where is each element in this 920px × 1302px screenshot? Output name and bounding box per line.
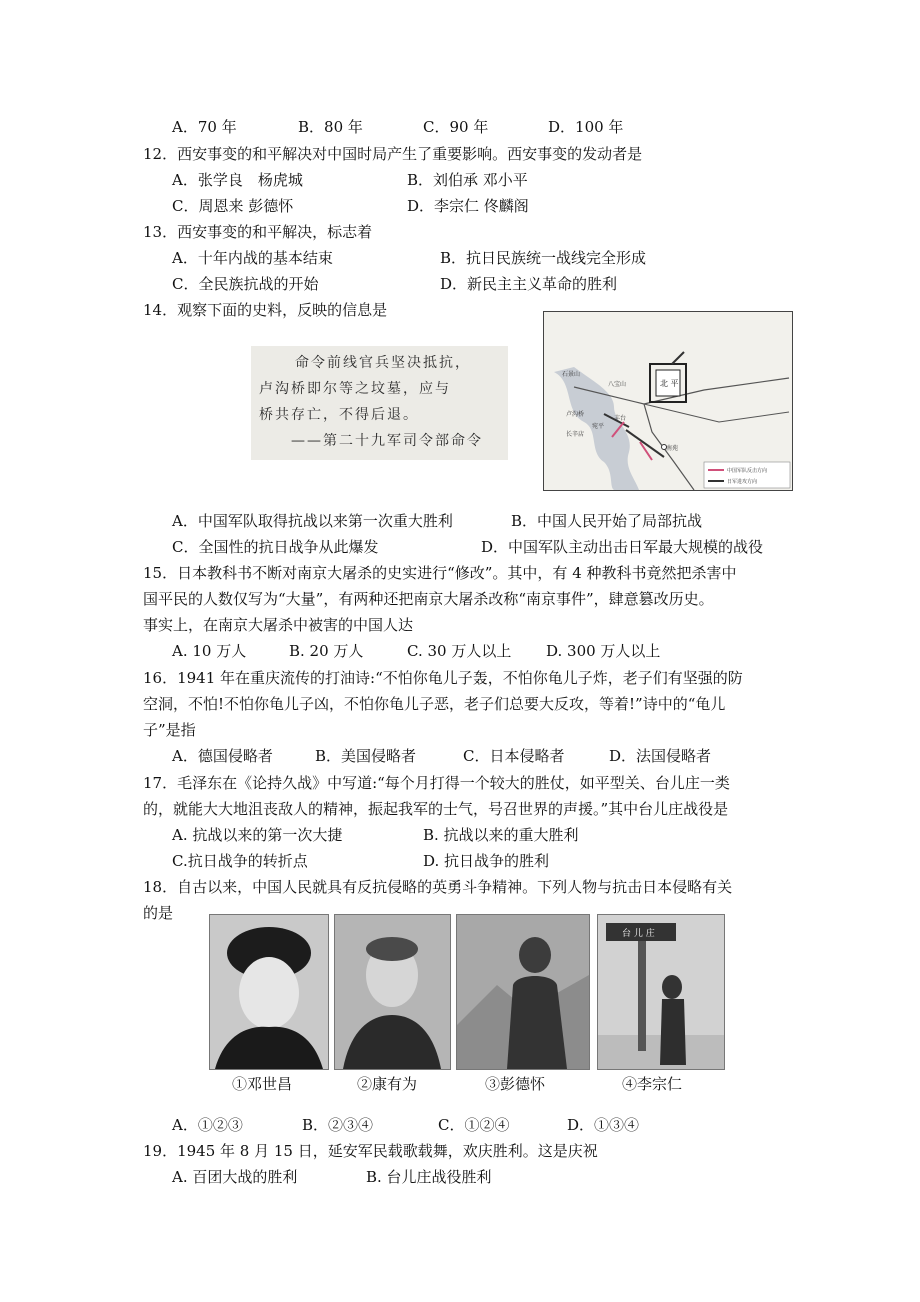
q11-option-b: B．80 年 [298,118,363,136]
q17-option-a: A. 抗战以来的第一次大捷 [172,826,343,844]
japan-arrow [672,352,684,364]
q14-stem: 14．观察下面的史料，反映的信息是 [143,301,388,319]
q14-option-d: D．中国军队主动出击日军最大规模的战役 [481,538,764,556]
q16-line-2: 空洞，不怕!不怕你龟儿子凶，不怕你龟儿子恶，老子们总要大反攻，等着!”诗中的“龟儿 [143,695,726,713]
q15-option-a: A. 10 万人 [172,642,247,660]
q18-line-1: 18．自古以来，中国人民就具有反抗侵略的英勇斗争精神。下列人物与抗击日本侵略有关 [143,878,733,896]
q18-option-d: D．①③④ [567,1116,640,1134]
q16-option-d: D．法国侵略者 [609,747,712,765]
portrait-deng-shichang [209,914,329,1070]
place-label: 南苑 [666,445,679,452]
caption-4: ④李宗仁 [622,1075,683,1093]
q19-stem: 19．1945 年 8 月 15 日，延安军民载歌载舞，欢庆胜利。这是庆祝 [143,1142,598,1160]
nanyuan-dot [662,445,667,450]
photo-li-zongren [597,914,725,1070]
place-label: 卢沟桥 [566,411,585,418]
q13-option-b: B．抗日民族统一战线完全形成 [440,249,647,267]
q11-option-d: D．100 年 [548,118,624,136]
q15-line-1: 15．日本教科书不断对南京大屠杀的史实进行“修改”。其中，有 4 种教科书竟然把杀害中 [143,564,737,582]
map-svg [544,312,792,490]
historical-order-image [251,346,508,460]
q15-line-2: 国平民的人数仅写为“大量”，有两种还把南京大屠杀改称“南京事件”，肆意篡改历史。 [143,590,714,608]
caption-2: ②康有为 [357,1075,418,1093]
place-label: 丰台 [614,415,627,422]
q18-option-a: A．①②③ [172,1116,243,1134]
q13-option-c: C．全民族抗战的开始 [172,275,319,293]
q12-stem: 12．西安事变的和平解决对中国时局产生了重要影响。西安事变的发动者是 [143,145,643,163]
road-line-2 [644,404,789,422]
q17-option-b: B. 抗战以来的重大胜利 [423,826,579,844]
q16-option-c: C．日本侵略者 [463,747,565,765]
portrait-svg [210,915,328,1069]
q13-option-a: A．十年内战的基本结束 [172,249,333,267]
quote-line-3: 桥共存亡，不得后退。 [259,407,419,423]
sign-text: 台 儿 庄 [622,929,655,939]
q15-option-b: B. 20 万人 [289,642,364,660]
q17-option-d: D. 抗日战争的胜利 [423,852,550,870]
quote-line-2: 卢沟桥即尔等之坟墓，应与 [259,381,451,397]
q15-option-d: D. 300 万人以上 [546,642,661,660]
q12-option-a: A．张学良 杨虎城 [172,171,303,189]
q11-option-c: C．90 年 [423,118,489,136]
q11-option-a: A．70 年 [172,118,237,136]
q18-line-2: 的是 [143,904,174,922]
q13-stem: 13．西安事变的和平解决，标志着 [143,223,373,241]
caption-3: ③彭德怀 [485,1075,546,1093]
q18-option-b: B．②③④ [302,1116,374,1134]
q14-option-a: A．中国军队取得抗战以来第一次重大胜利 [172,512,453,530]
q14-option-b: B．中国人民开始了局部抗战 [511,512,703,530]
q17-line-2: 的，就能大大地沮丧敌人的精神，振起我军的士气，号召世界的声援。”其中台儿庄战役是 [143,800,729,818]
portrait-kang-youwei [334,914,451,1070]
q12-option-b: B．刘伯承 邓小平 [407,171,528,189]
portrait-svg [598,915,724,1069]
q13-option-d: D．新民主主义革命的胜利 [440,275,618,293]
q16-line-3: 子”是指 [143,721,196,739]
place-label: 八宝山 [608,381,627,388]
quote-line-1: 命令前线官兵坚决抵抗， [295,355,471,371]
portrait-svg [335,915,450,1069]
q16-line-1: 16．1941 年在重庆流传的打油诗:“不怕你龟儿子轰，不怕你龟儿子炸，老子们有坚强的防 [143,669,743,687]
q16-option-a: A．德国侵略者 [172,747,273,765]
place-label: 石景山 [562,371,581,378]
city-label: 北 平 [660,379,679,388]
photo-peng-dehuai [456,914,590,1070]
caption-1: ①邓世昌 [232,1075,293,1093]
q17-option-c: C.抗日战争的转折点 [172,852,308,870]
q17-line-1: 17．毛泽东在《论持久战》中写道:“每个月打得一个较大的胜仗，如平型关、台儿庄一类 [143,774,730,792]
place-label: 长辛店 [566,431,585,438]
quote-line-4: ——第二十九军司令部命令 [291,433,483,449]
q19-option-a: A. 百团大战的胜利 [172,1168,298,1186]
q15-option-c: C. 30 万人以上 [407,642,512,660]
q16-option-b: B．美国侵略者 [315,747,417,765]
legend-china-label: 中国军队反击方向 [727,468,768,474]
q19-option-b: B. 台儿庄战役胜利 [366,1168,492,1186]
place-label: 宛平 [592,423,605,430]
q15-line-3: 事实上，在南京大屠杀中被害的中国人达 [143,616,414,634]
lugouqiao-map [543,311,793,491]
portrait-svg [457,915,589,1069]
q12-option-d: D．李宗仁 佟麟阁 [407,197,529,215]
japan-arrow [626,430,664,457]
q12-option-c: C．周恩来 彭德怀 [172,197,294,215]
q14-option-c: C．全国性的抗日战争从此爆发 [172,538,379,556]
q18-option-c: C．①②④ [438,1116,510,1134]
legend-japan-label: 日军进攻方向 [727,479,758,485]
